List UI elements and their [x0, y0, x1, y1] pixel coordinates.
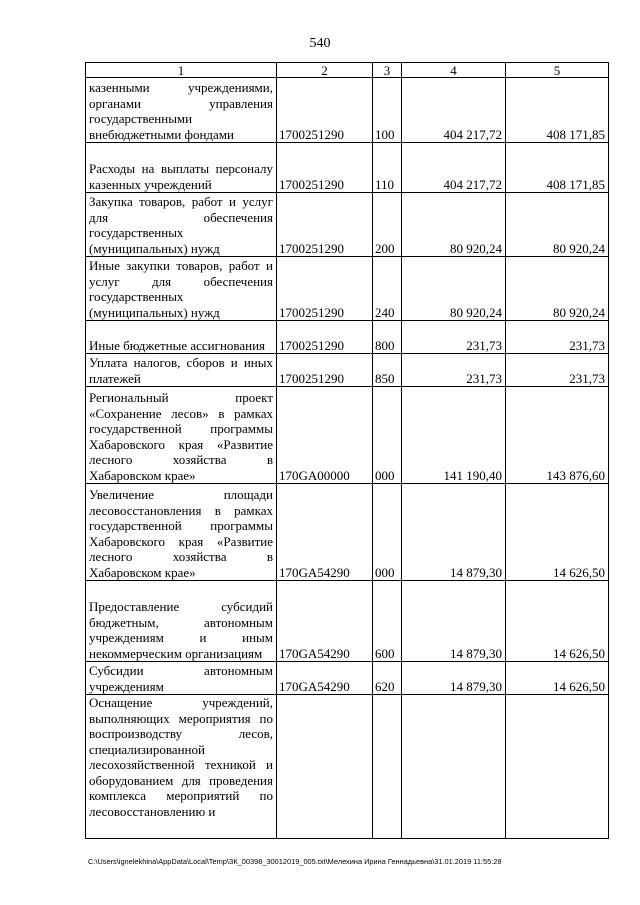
row-kvr: 800 [373, 321, 402, 354]
row-name: Региональный проект «Сохранение лесов» в рамках государственной программы Хабаровского края «Развитие лесного хозяйства в Хабаровском крае» [86, 387, 277, 484]
table-row [86, 581, 609, 662]
row-kvr: 100 [373, 78, 402, 143]
row-code: 1700251290 [277, 143, 373, 193]
row-value-4: 404 217,72 [402, 78, 506, 143]
row-value-4: 14 879,30 [402, 484, 506, 581]
row-name: Предоставление субсидий бюджетным, автономным учреждениям и иным некоммерческим организациям [86, 581, 277, 662]
row-kvr [373, 695, 402, 839]
column-header-5: 5 [506, 63, 609, 78]
row-value-5: 408 171,85 [506, 143, 609, 193]
row-name: Субсидии автономным учреждениям [86, 662, 277, 695]
row-code: 1700251290 [277, 78, 373, 143]
table-row [86, 143, 609, 193]
table-row [86, 662, 609, 695]
row-kvr: 110 [373, 143, 402, 193]
row-code: 1700251290 [277, 321, 373, 354]
row-kvr: 600 [373, 581, 402, 662]
table-row [86, 78, 609, 143]
row-value-4: 141 190,40 [402, 387, 506, 484]
row-name: Иные бюджетные ассигнования [86, 321, 277, 354]
table-row [86, 484, 609, 581]
row-code: 170GA54290 [277, 581, 373, 662]
table-row [86, 257, 609, 321]
row-name: Уплата налогов, сборов и иных платежей [86, 354, 277, 387]
file-path-footer: C:\Users\ignelekhina\AppData\Local\Temp\ЗК_00398_30012019_005.txt\Мелехина Ирина Геннадьевна\31.01.2019 11:55:28 [88, 857, 502, 866]
row-code [277, 695, 373, 839]
table-row [86, 354, 609, 387]
row-value-5: 231,73 [506, 354, 609, 387]
row-value-4: 14 879,30 [402, 662, 506, 695]
row-name: Оснащение учреждений, выполняющих мероприятия по воспроизводству лесов, специализированной лесохозяйственной техникой и оборудованием для проведения комплекса мероприятий по лесовосстановлению и [86, 695, 277, 839]
row-kvr: 850 [373, 354, 402, 387]
column-header-3: 3 [373, 63, 402, 78]
table-row [86, 695, 609, 839]
row-kvr: 000 [373, 387, 402, 484]
row-kvr: 200 [373, 193, 402, 257]
row-code: 1700251290 [277, 193, 373, 257]
row-value-4: 80 920,24 [402, 257, 506, 321]
table-row [86, 387, 609, 484]
row-value-4: 14 879,30 [402, 581, 506, 662]
row-value-4: 80 920,24 [402, 193, 506, 257]
row-value-5 [506, 695, 609, 839]
row-value-5: 231,73 [506, 321, 609, 354]
table-header-row [86, 63, 609, 78]
row-value-4: 231,73 [402, 354, 506, 387]
row-value-5: 80 920,24 [506, 257, 609, 321]
row-value-5: 408 171,85 [506, 78, 609, 143]
row-value-4 [402, 695, 506, 839]
row-name: казенными учреждениями, органами управления государственными внебюджетными фондами [86, 78, 277, 143]
row-name: Увеличение площади лесовосстановления в рамках государственной программы Хабаровского края «Развитие лесного хозяйства в Хабаровском крае» [86, 484, 277, 581]
column-header-2: 2 [277, 63, 373, 78]
row-kvr: 620 [373, 662, 402, 695]
row-name: Расходы на выплаты персоналу казенных учреждений [86, 143, 277, 193]
column-header-4: 4 [402, 63, 506, 78]
row-code: 170GA00000 [277, 387, 373, 484]
row-value-5: 14 626,50 [506, 662, 609, 695]
row-kvr: 240 [373, 257, 402, 321]
row-name: Иные закупки товаров, работ и услуг для обеспечения государственных (муниципальных) нужд [86, 257, 277, 321]
row-value-5: 80 920,24 [506, 193, 609, 257]
table-row [86, 321, 609, 354]
row-kvr: 000 [373, 484, 402, 581]
column-header-1: 1 [86, 63, 277, 78]
budget-table [85, 62, 609, 839]
row-code: 1700251290 [277, 354, 373, 387]
row-code: 1700251290 [277, 257, 373, 321]
row-value-5: 14 626,50 [506, 581, 609, 662]
row-value-5: 14 626,50 [506, 484, 609, 581]
row-value-5: 143 876,60 [506, 387, 609, 484]
row-code: 170GA54290 [277, 662, 373, 695]
row-code: 170GA54290 [277, 484, 373, 581]
row-value-4: 404 217,72 [402, 143, 506, 193]
row-name: Закупка товаров, работ и услуг для обеспечения государственных (муниципальных) нужд [86, 193, 277, 257]
row-value-4: 231,73 [402, 321, 506, 354]
table-row [86, 193, 609, 257]
page-number: 540 [309, 36, 331, 51]
